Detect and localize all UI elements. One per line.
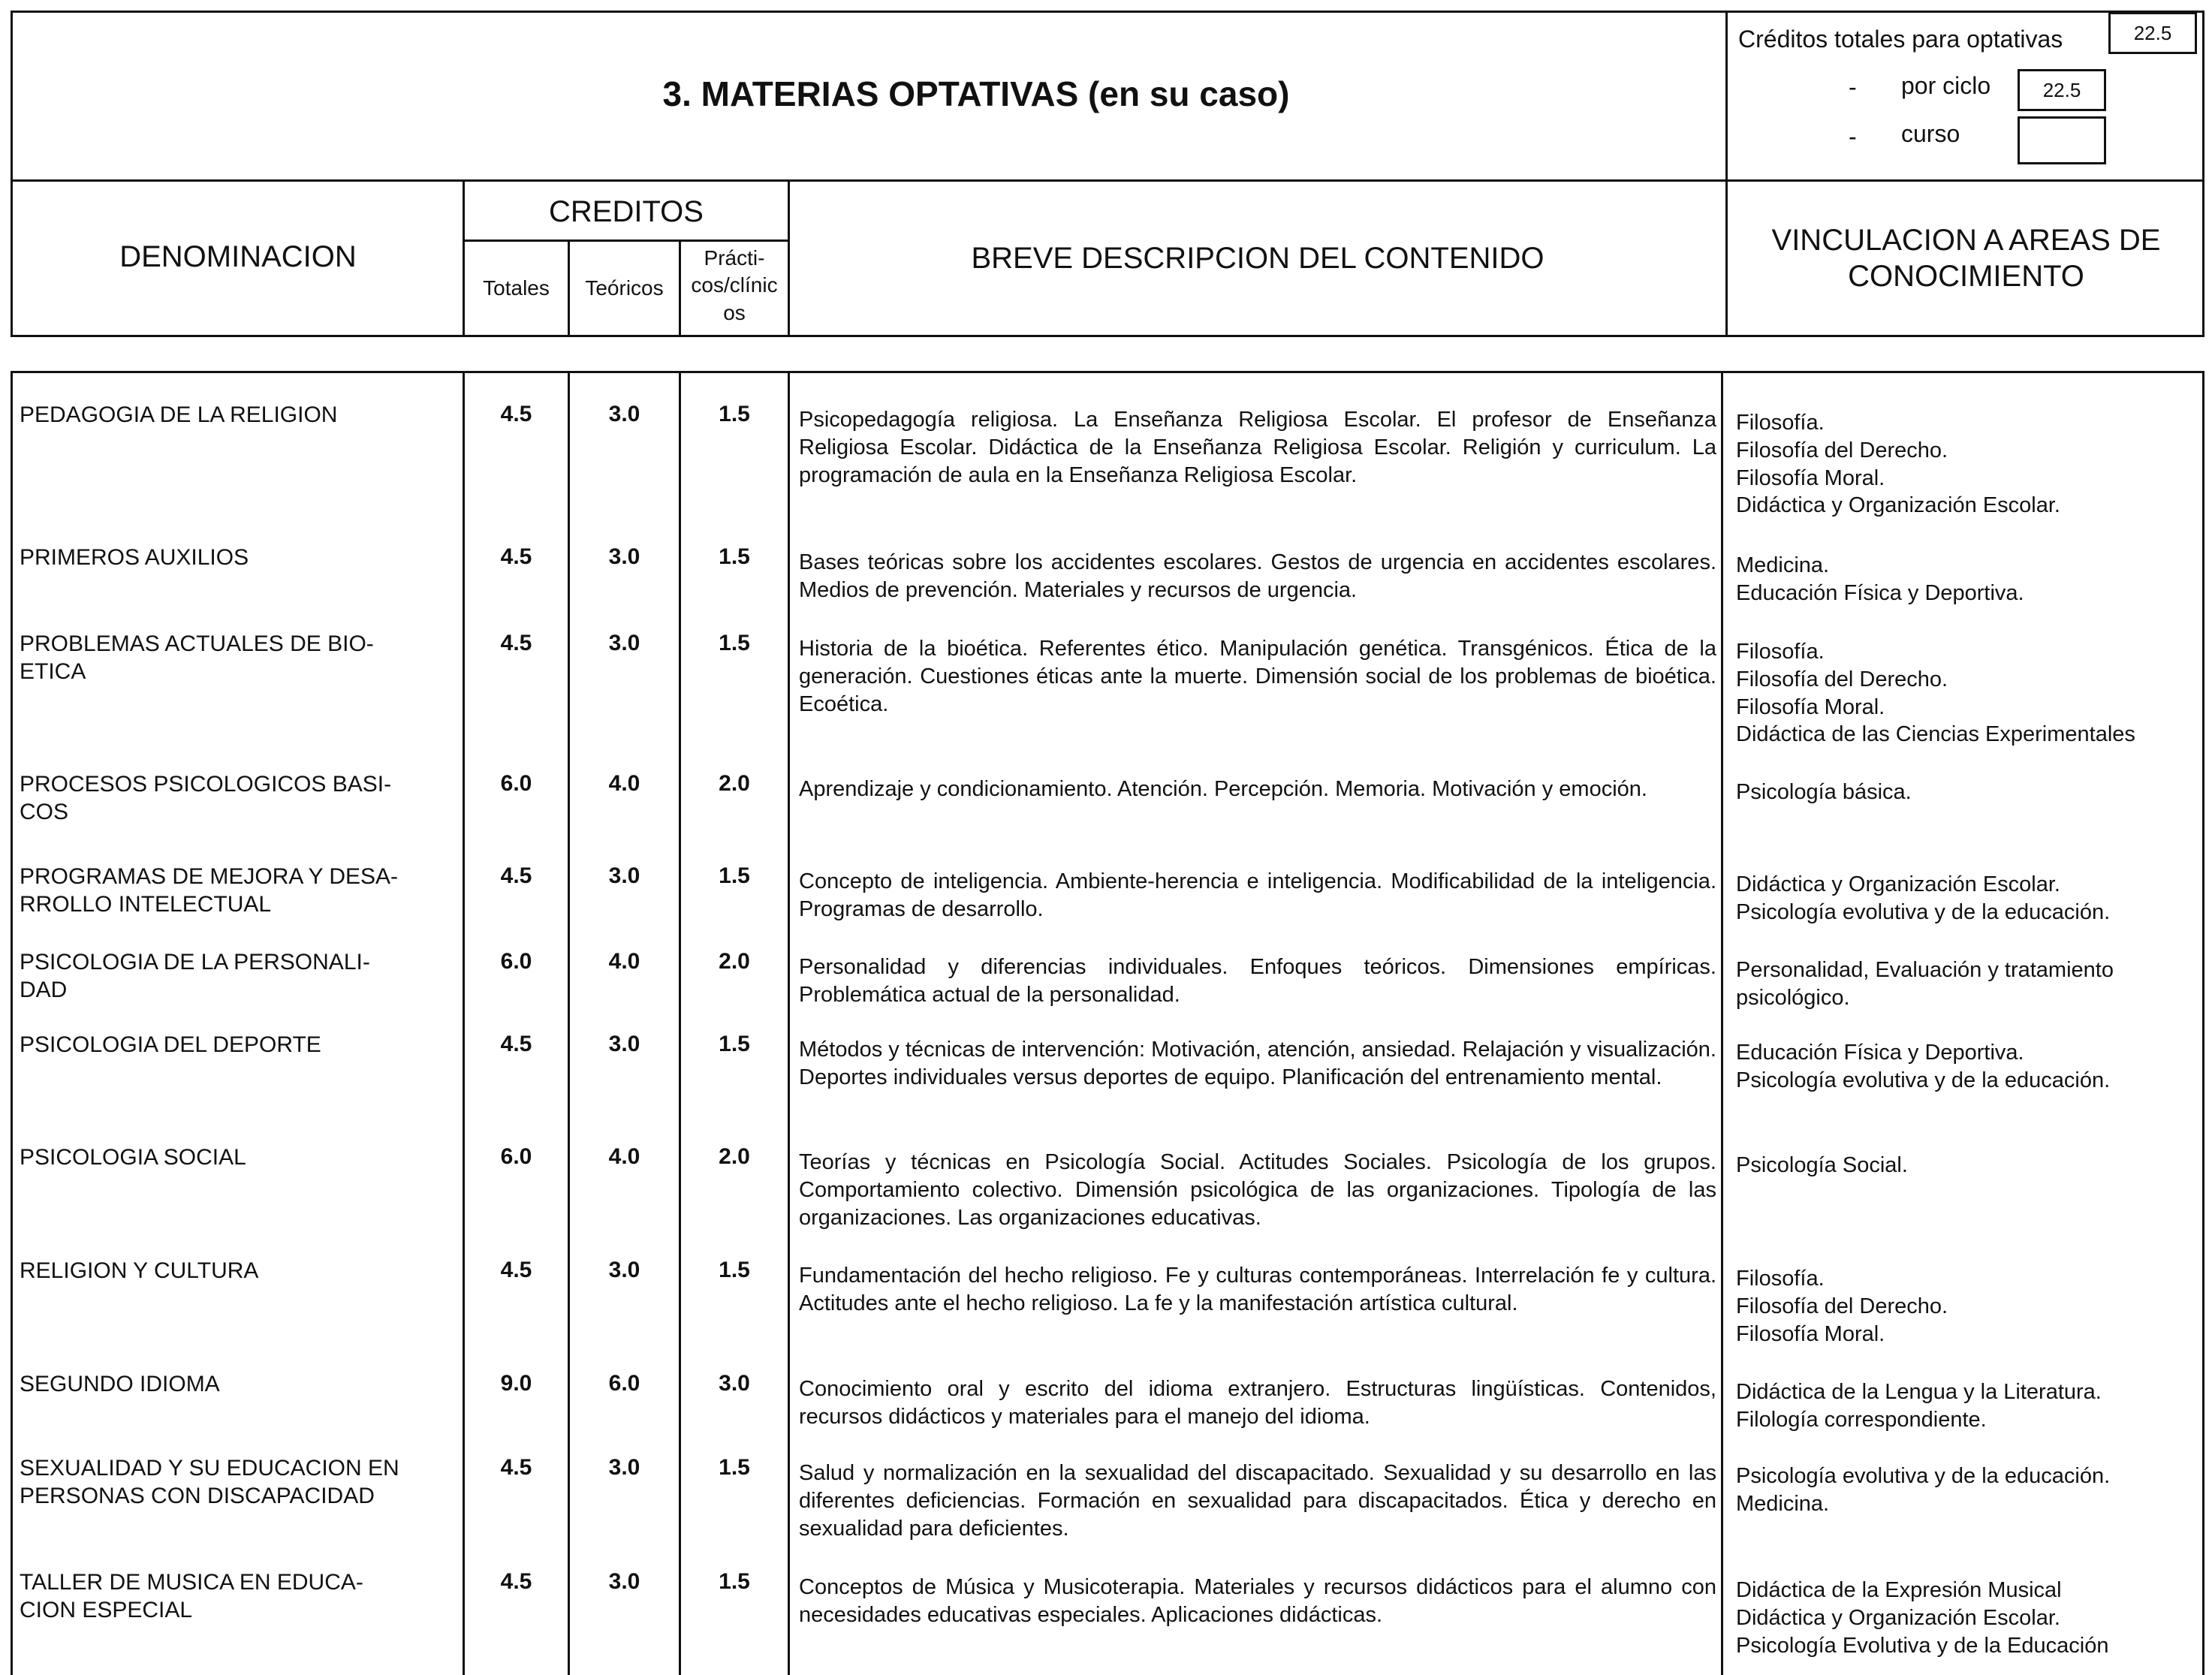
- knowledge-area: Filosofía.: [1736, 1267, 1825, 1291]
- header-practicos: [681, 245, 788, 327]
- content-description: Conceptos de Música y Musicoterapia. Materiales y recursos didácticos para el alumno con necesidades educativas especiales. Aplicaciones didácticas.: [799, 1575, 1716, 1627]
- header-teoricos: Teóricos: [585, 276, 664, 300]
- knowledge-areas: [1736, 1378, 2198, 1434]
- credits-practicos: 1.5: [719, 1258, 750, 1282]
- content-description: Aprendizaje y condicionamiento. Atención. Percepción. Memoria. Motivación y emoción.: [799, 777, 1647, 801]
- knowledge-area: Educación Física y Deportiva.: [1736, 1041, 2024, 1065]
- subject-name-line: SEGUNDO IDIOMA: [20, 1372, 220, 1396]
- credits-teoricos: 3.0: [608, 1032, 640, 1056]
- credits-practicos: 2.0: [719, 771, 750, 796]
- knowledge-area: Psicología evolutiva y de la educación.: [1736, 1464, 2111, 1488]
- course-dash: -: [1849, 123, 1857, 150]
- knowledge-area: Didáctica de la Lengua y la Literatura.: [1736, 1380, 2102, 1404]
- subject-name-line: CION ESPECIAL: [20, 1597, 193, 1622]
- knowledge-areas: [1736, 552, 2198, 607]
- knowledge-area: Psicología Evolutiva y de la Educación: [1736, 1633, 2109, 1658]
- knowledge-areas: [1736, 1463, 2198, 1518]
- header-descripcion: BREVE DESCRIPCION DEL CONTENIDO: [971, 242, 1544, 275]
- header-totales: Totales: [483, 276, 550, 300]
- knowledge-area: Psicología evolutiva y de la educación.: [1736, 1068, 2111, 1092]
- credits-practicos: 1.5: [719, 1569, 750, 1594]
- subject-name: [20, 863, 459, 918]
- credits-practicos: 1.5: [719, 631, 750, 655]
- knowledge-areas: [1736, 1577, 2198, 1659]
- header-practicos-line: cos/clínic: [691, 273, 778, 297]
- header-vinculacion: [1728, 222, 2204, 294]
- subject-name: [20, 1455, 459, 1510]
- knowledge-areas: [1736, 956, 2198, 1012]
- header-vinculacion-line: VINCULACION A AREAS DE: [1771, 224, 2161, 257]
- knowledge-area: Psicología básica.: [1736, 780, 1912, 804]
- credits-totales: 4.5: [500, 402, 532, 426]
- credits-practicos: 1.5: [719, 1032, 750, 1056]
- body-top-border: [11, 371, 2204, 373]
- knowledge-area: Filosofía Moral.: [1736, 465, 1885, 490]
- credits-totales: 4.5: [500, 863, 532, 888]
- knowledge-area: Filosofía.: [1736, 411, 1825, 435]
- knowledge-area: Psicología evolutiva y de la educación.: [1736, 899, 2111, 924]
- per-cycle-value: 22.5: [2018, 69, 2106, 111]
- knowledge-area: Medicina.: [1736, 1491, 1830, 1516]
- credits-teoricos: 4.0: [608, 949, 640, 974]
- subject-name-line: PROCESOS PSICOLOGICOS BASI-: [20, 772, 392, 797]
- credits-teoricos: 3.0: [608, 1455, 640, 1480]
- knowledge-area: Filosofía Moral.: [1736, 1321, 1885, 1346]
- knowledge-area: Medicina.: [1736, 553, 1830, 577]
- subject-name-line: PSICOLOGIA DE LA PERSONALI-: [20, 950, 370, 975]
- knowledge-area: Personalidad, Evaluación y tratamiento: [1736, 958, 2114, 982]
- header-practicos-line: os: [723, 300, 746, 324]
- knowledge-area: Didáctica de la Expresión Musical: [1736, 1578, 2062, 1602]
- knowledge-area: Didáctica y Organización Escolar.: [1736, 1605, 2060, 1630]
- content-description: Historia de la bioética. Referentes ético. Manipulación genética. Transgénicos. Ética de la generación. Cuestiones éticas ante la muerte. Dimensión social de los problemas de bioética. Ecoética.: [799, 637, 1716, 716]
- creditos-divider: [463, 240, 790, 242]
- credits-totales: 4.5: [500, 544, 532, 569]
- content-description: Bases teóricas sobre los accidentes escolares. Gestos de urgencia en accidentes escolares. Medios de prevención. Materiales y recursos de urgencia.: [799, 550, 1716, 602]
- header-practicos-line: Prácti-: [704, 246, 765, 270]
- credits-totales: 6.0: [500, 1144, 532, 1169]
- knowledge-area: Didáctica y Organización Escolar.: [1736, 872, 2060, 896]
- header-creditos: CREDITOS: [549, 195, 704, 228]
- credits-totales: 6.0: [500, 949, 532, 974]
- content-description: Salud y normalización en la sexualidad del discapacitado. Sexualidad y su desarrollo en las diferentes deficiencias. Formación en sexualidad para discapacitados. Ética y derecho en sexualidad para deficientes.: [799, 1461, 1716, 1541]
- subject-name-line: COS: [20, 799, 69, 824]
- header-denominacion: DENOMINACION: [119, 240, 357, 273]
- content-description: Teorías y técnicas en Psicología Social. Actitudes Sociales. Psicología de los grupos. Comportamiento colectivo. Dimensión psicológica de las organizaciones. Tipología de las organizaciones. Las organizaciones educativas.: [799, 1150, 1716, 1230]
- credits-practicos: 1.5: [719, 1455, 750, 1480]
- credits-practicos: 2.0: [719, 949, 750, 974]
- credits-practicos: 1.5: [719, 402, 750, 426]
- credits-totales: 4.5: [500, 1455, 532, 1480]
- title-divider: [1725, 11, 1728, 182]
- content-description: Fundamentación del hecho religioso. Fe y culturas contemporáneas. Interrelación fe y cultura. Actitudes ante el hecho religioso. La fe y la manifestación artística cultural.: [799, 1264, 1716, 1315]
- subject-name-line: RROLLO INTELECTUAL: [20, 891, 272, 917]
- body-border: [2202, 371, 2204, 1675]
- credits-totales: 9.0: [500, 1371, 532, 1396]
- course-value: [2018, 116, 2106, 164]
- knowledge-areas: [1736, 1152, 2198, 1179]
- knowledge-area: Didáctica de las Ciencias Experimentales: [1736, 722, 2135, 747]
- subject-name-line: PSICOLOGIA SOCIAL: [20, 1145, 246, 1170]
- subject-name-line: PRIMEROS AUXILIOS: [20, 545, 249, 570]
- subject-name: [20, 1144, 459, 1172]
- subject-name-line: PEDAGOGIA DE LA RELIGION: [20, 402, 338, 427]
- body-divider: [1721, 371, 1723, 1675]
- subject-name-line: RELIGION Y CULTURA: [20, 1258, 259, 1283]
- page-title: 3. MATERIAS OPTATIVAS (en su caso): [662, 74, 1290, 113]
- credits-teoricos: 4.0: [608, 771, 640, 796]
- credits-total-value: 22.5: [2108, 12, 2197, 54]
- subject-name-line: TALLER DE MUSICA EN EDUCA-: [20, 1570, 363, 1595]
- knowledge-areas: [1736, 779, 2198, 806]
- knowledge-areas: [1736, 409, 2198, 520]
- course-label: curso: [1901, 120, 1960, 147]
- subject-name-line: PSICOLOGIA DEL DEPORTE: [20, 1032, 321, 1057]
- knowledge-area: Psicología Social.: [1736, 1153, 1908, 1177]
- credits-teoricos: 3.0: [608, 402, 640, 426]
- knowledge-area: Filosofía del Derecho.: [1736, 438, 1948, 462]
- header-vinculacion-line: CONOCIMIENTO: [1848, 260, 2084, 293]
- credits-totales: 4.5: [500, 1569, 532, 1594]
- body-divider: [788, 371, 790, 1675]
- credits-teoricos: 4.0: [608, 1144, 640, 1169]
- credits-totales: 4.5: [500, 1258, 532, 1282]
- credits-practicos: 2.0: [719, 1144, 750, 1169]
- subject-name: [20, 1371, 459, 1399]
- credits-practicos: 3.0: [719, 1371, 750, 1396]
- knowledge-area: Filosofía.: [1736, 640, 1825, 664]
- knowledge-area: Didáctica y Organización Escolar.: [1736, 493, 2060, 518]
- knowledge-areas: [1736, 638, 2198, 749]
- credits-teoricos: 3.0: [608, 1258, 640, 1282]
- subject-name-line: PERSONAS CON DISCAPACIDAD: [20, 1483, 375, 1508]
- knowledge-area: Filosofía del Derecho.: [1736, 1294, 1948, 1318]
- subject-name-line: PROGRAMAS DE MEJORA Y DESA-: [20, 864, 399, 889]
- per-cycle-label: por ciclo: [1901, 72, 1991, 99]
- credits-teoricos: 3.0: [608, 544, 640, 569]
- subject-name: [20, 1569, 459, 1624]
- subject-name-line: SEXUALIDAD Y SU EDUCACION EN: [20, 1456, 399, 1481]
- subject-name: [20, 544, 459, 572]
- knowledge-areas: [1736, 1265, 2198, 1348]
- per-cycle-dash: -: [1849, 74, 1857, 101]
- content-description: Métodos y técnicas de intervención: Motivación, atención, ansiedad. Relajación y visualización. Deportes individuales versus deportes de equipo. Planificación del entrenamiento mental.: [799, 1038, 1716, 1089]
- credits-teoricos: 3.0: [608, 1569, 640, 1594]
- knowledge-area: Filosofía Moral.: [1736, 694, 1885, 719]
- content-description: Psicopedagogía religiosa. La Enseñanza Religiosa Escolar. El profesor de Enseñanza Religiosa Escolar. Didáctica de la Enseñanza Religiosa Escolar. Religión y curriculum. La programación de aula en la Enseñanza Religiosa Escolar.: [799, 408, 1716, 487]
- subject-name-line: DAD: [20, 977, 68, 1002]
- subject-name: [20, 402, 459, 429]
- subject-name: [20, 1032, 459, 1059]
- credits-totales: 4.5: [500, 631, 532, 655]
- body-border: [11, 371, 13, 1675]
- subject-name: [20, 1258, 459, 1285]
- knowledge-area: Filosofía del Derecho.: [1736, 667, 1948, 691]
- subject-name: [20, 771, 459, 826]
- credits-teoricos: 3.0: [608, 631, 640, 655]
- subject-name-line: ETICA: [20, 658, 86, 684]
- credits-totales: 6.0: [500, 771, 532, 796]
- credits-total-label: Créditos totales para optativas: [1738, 26, 2063, 53]
- credits-teoricos: 3.0: [608, 863, 640, 888]
- credits-teoricos: 6.0: [608, 1371, 640, 1396]
- credits-totales: 4.5: [500, 1032, 532, 1056]
- credits-practicos: 1.5: [719, 544, 750, 569]
- subject-name: [20, 949, 459, 1004]
- knowledge-areas: [1736, 871, 2198, 926]
- knowledge-area: Filología correspondiente.: [1736, 1407, 1987, 1432]
- subject-name-line: PROBLEMAS ACTUALES DE BIO-: [20, 631, 374, 656]
- subject-name: [20, 631, 459, 685]
- content-description: Conocimiento oral y escrito del idioma extranjero. Estructuras lingüísticas. Contenidos, recursos didácticos y materiales para el manejo del idioma.: [799, 1377, 1716, 1429]
- knowledge-area: psicológico.: [1736, 985, 1850, 1010]
- knowledge-areas: [1736, 1039, 2198, 1095]
- credits-practicos: 1.5: [719, 863, 750, 888]
- content-description: Personalidad y diferencias individuales. Enfoques teóricos. Dimensiones empíricas. Problemática actual de la personalidad.: [799, 955, 1716, 1007]
- knowledge-area: Educación Física y Deportiva.: [1736, 580, 2024, 605]
- content-description: Concepto de inteligencia. Ambiente-herencia e inteligencia. Modificabilidad de la inteligencia. Programas de desarrollo.: [799, 869, 1716, 921]
